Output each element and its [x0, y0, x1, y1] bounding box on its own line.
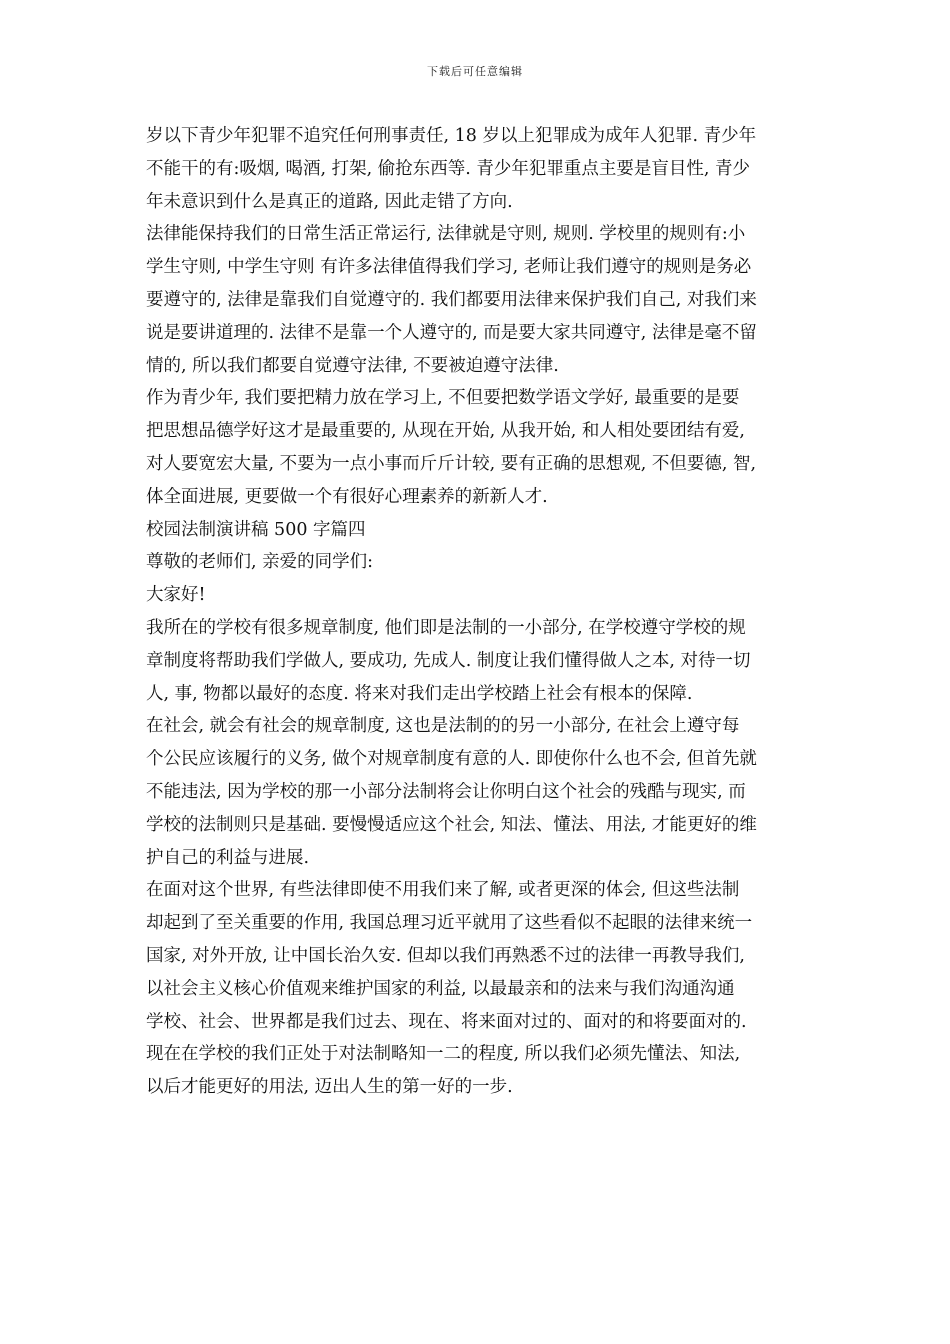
text-line: 以社会主义核心价值观来维护国家的利益, 以最最亲和的法来与我们沟通沟通 [146, 978, 735, 999]
text-line: 学校、社会、世界都是我们过去、现在、将来面对过的、面对的和将要面对的. [146, 1011, 747, 1032]
text-line: 说是要讲道理的. 法律不是靠一个人遵守的, 而是要大家共同遵守, 法律是毫不留 [146, 322, 757, 343]
text-line: 不能干的有:吸烟, 喝酒, 打架, 偷抢东西等. 青少年犯罪重点主要是盲目性, 青少 [146, 158, 751, 179]
text-line: 个公民应该履行的义务, 做个对规章制度有意的人. 即使你什么也不会, 但首先就 [146, 749, 757, 770]
text-line: 法律能保持我们的日常生活正常运行, 法律就是守则, 规则. 学校里的规则有:小 [146, 224, 746, 245]
text-line: 现在在学校的我们正处于对法制略知一二的程度, 所以我们必须先懂法、知法, [146, 1044, 741, 1065]
page-header: 下载后可任意编辑 [427, 65, 523, 78]
text-line: 在面对这个世界, 有些法律即使不用我们来了解, 或者更深的体会, 但这些法制 [146, 880, 740, 901]
text-line: 章制度将帮助我们学做人, 要成功, 先成人. 制度让我们懂得做人之本, 对待一切 [146, 650, 751, 671]
text-line: 岁以下青少年犯罪不追究任何刑事责任, 18 岁以上犯罪成为成年人犯罪. 青少年 [146, 126, 757, 146]
text-line: 学生守则, 中学生守则 有许多法律值得我们学习, 老师让我们遵守的规则是务必 [146, 257, 752, 278]
text-line: 人, 事, 物都以最好的态度. 将来对我们走出学校踏上社会有根本的保障. [146, 683, 693, 704]
text-line: 体全面进展, 更要做一个有很好心理素养的新新人才. [146, 486, 548, 507]
text-line: 把思想品德学好这才是最重要的, 从现在开始, 从我开始, 和人相处要团结有爱, [146, 421, 745, 442]
text-line: 国家, 对外开放, 让中国长治久安. 但却以我们再熟悉不过的法律一再教导我们, [146, 945, 745, 966]
text-line: 作为青少年, 我们要把精力放在学习上, 不但要把数学语文学好, 最重要的是要 [146, 388, 740, 409]
text-line: 情的, 所以我们都要自觉遵守法律, 不要被迫遵守法律. [146, 355, 559, 376]
text-line: 护自己的利益与进展. [146, 847, 310, 868]
text-line: 对人要宽宏大量, 不要为一点小事而斤斤计较, 要有正确的思想观, 不但要德, 智, [146, 453, 757, 474]
text-line: 以后才能更好的用法, 迈出人生的第一好的一步. [146, 1077, 513, 1098]
text-line: 却起到了至关重要的作用, 我国总理习近平就用了这些看似不起眼的法律来统一 [146, 913, 753, 934]
document-body [146, 120, 818, 1104]
salutation: 尊敬的老师们, 亲爱的同学们: [146, 552, 374, 573]
text-line: 不能违法, 因为学校的那一小部分法制将会让你明白这个社会的残酷与现实, 而 [146, 781, 746, 802]
text-line: 我所在的学校有很多规章制度, 他们即是法制的一小部分, 在学校遵守学校的规 [146, 617, 746, 638]
text-line: 学校的法制则只是基础. 要慢慢适应这个社会, 知法、懂法、用法, 才能更好的维 [146, 814, 757, 835]
section-heading: 校园法制演讲稿 500 字篇四 [146, 519, 366, 540]
text-line: 在社会, 就会有社会的规章制度, 这也是法制的的另一小部分, 在社会上遵守每 [146, 716, 740, 737]
text-line: 要遵守的, 法律是靠我们自觉遵守的. 我们都要用法律来保护我们自己, 对我们来 [146, 289, 757, 310]
text-line: 年未意识到什么是真正的道路, 因此走错了方向. [146, 191, 513, 212]
greeting: 大家好! [146, 585, 206, 606]
